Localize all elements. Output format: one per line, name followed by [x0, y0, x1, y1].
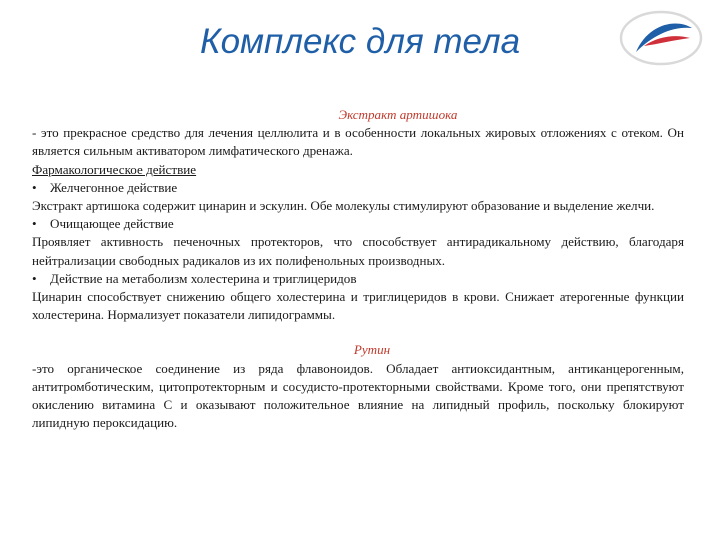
- bullet-description: Цинарин способствует снижению общего холестерина и триглицеридов в крови. Снижает атерогенные функции холестерина. Нормализует показатели липидограммы.: [32, 289, 684, 323]
- artichoke-intro: - это прекрасное средство для лечения целлюлита и в особенности локальных жировых отложениях с отеком. Он является сильным активатором лимфатического дренажа.: [32, 125, 684, 159]
- main-content: [32, 106, 684, 432]
- bullet-item: [32, 179, 684, 197]
- bullet-item: [32, 270, 684, 288]
- slide-title: Комплекс для тела: [199, 22, 521, 61]
- bullet-description: Проявляет активность печеночных протекторов, что способствует антирадикальному действию, благодаря нейтрализации свободных радикалов из их полифенольных производных.: [32, 234, 684, 268]
- bullet-description: Экстракт артишока содержит цинарин и эскулин. Обе молекулы стимулируют образование и выделение желчи.: [32, 198, 655, 214]
- bullet-label: Желчегонное действие: [50, 179, 178, 195]
- bullet-item: [32, 215, 684, 233]
- bullet-label: Очищающее действие: [50, 216, 174, 232]
- bullet-dot-icon: •: [32, 216, 37, 232]
- bullet-dot-icon: •: [32, 270, 37, 286]
- rutin-description: -это органическое соединение из ряда флавоноидов. Обладает антиоксидантным, антиканцерогенным, антитромботическим, цитопротекторным и сосудисто-протекторными свойствами. Кроме того, они препятствуют окислению витамина С и оказывают положительное влияние на липидный профиль, поскольку блокируют липидную пероксидацию.: [32, 360, 684, 431]
- leaf-swoosh-logo-icon: [614, 6, 708, 70]
- bullet-label: Действие на метаболизм холестерина и триглицеридов: [50, 270, 357, 286]
- artichoke-heading: Экстракт артишока: [338, 107, 458, 122]
- bullet-dot-icon: •: [32, 179, 37, 195]
- rutin-heading: Рутин: [353, 342, 391, 358]
- pharmacological-action-label: Фармакологическое действие: [32, 161, 197, 177]
